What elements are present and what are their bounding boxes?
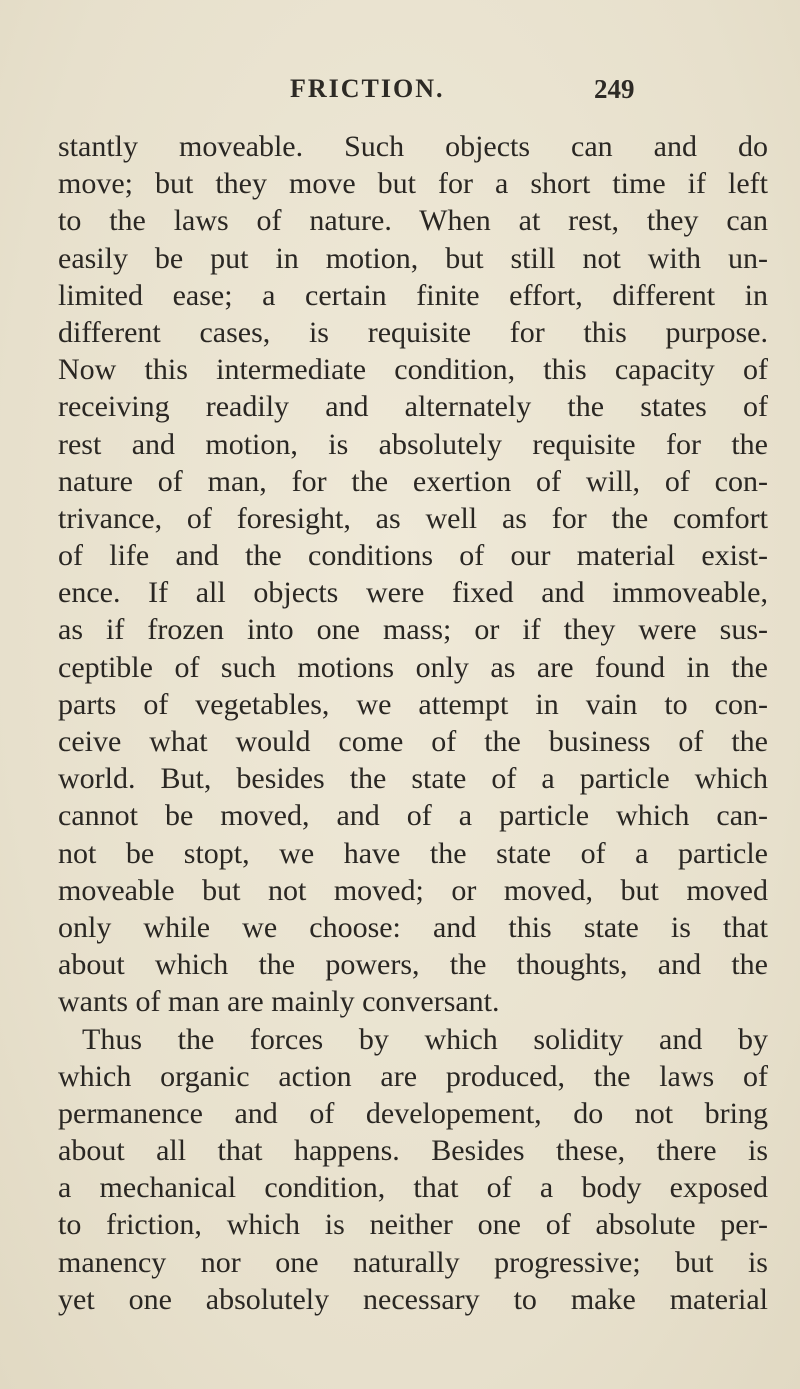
text-line: ceptible of such motions only as are found in the	[58, 650, 768, 684]
running-head-title: FRICTION.	[290, 74, 445, 103]
paragraph-first-line: Thus the forces by which solidity and by	[82, 1022, 768, 1056]
running-head	[0, 74, 800, 114]
text-line: ceive what would come of the business of the	[58, 725, 768, 758]
text-line: nature of man, for the exertion of will, of con-	[58, 464, 768, 498]
text-line: move; but they move but for a short time if left	[58, 167, 768, 201]
text-line: limited ease; a certain finite effort, different in	[58, 278, 768, 312]
text-line: about which the powers, the thoughts, and the	[58, 948, 768, 982]
text-line: receiving readily and alternately the states of	[58, 390, 768, 424]
text-line: permanence and of developement, do not bring	[58, 1096, 768, 1130]
page-number: 249	[594, 74, 635, 104]
text-line: world. But, besides the state of a particle which	[58, 762, 768, 796]
text-line: a mechanical condition, that of a body exposed	[58, 1171, 768, 1205]
text-line: Now this intermediate condition, this capacity of	[58, 353, 768, 387]
text-line: stantly moveable. Such objects can and do	[58, 130, 768, 163]
text-line: not be stopt, we have the state of a particle	[58, 836, 768, 870]
body-text	[58, 128, 768, 1318]
text-line: as if frozen into one mass; or if they were sus-	[58, 613, 768, 647]
text-line: rest and motion, is absolutely requisite for the	[58, 427, 768, 461]
text-line: about all that happens. Besides these, there is	[58, 1134, 768, 1168]
text-line: which organic action are produced, the laws of	[58, 1059, 768, 1093]
text-line: to the laws of nature. When at rest, they can	[58, 204, 768, 238]
text-line: moveable but not moved; or moved, but moved	[58, 873, 768, 907]
text-line: of life and the conditions of our material exist-	[58, 539, 768, 573]
text-line: trivance, of foresight, as well as for the comfort	[58, 501, 768, 535]
text-line: parts of vegetables, we attempt in vain to con-	[58, 687, 768, 721]
text-line: to friction, which is neither one of absolute per-	[58, 1208, 768, 1242]
text-line: cannot be moved, and of a particle which can-	[58, 799, 768, 833]
text-line: yet one absolutely necessary to make material	[58, 1282, 768, 1316]
text-line: wants of man are mainly conversant.	[58, 985, 500, 1019]
text-line: different cases, is requisite for this purpose.	[58, 315, 768, 349]
text-line: manency nor one naturally progressive; but is	[58, 1245, 768, 1279]
text-line: ence. If all objects were fixed and immoveable,	[58, 576, 768, 610]
text-line: easily be put in motion, but still not with un-	[58, 241, 768, 275]
text-line: only while we choose: and this state is that	[58, 910, 768, 944]
